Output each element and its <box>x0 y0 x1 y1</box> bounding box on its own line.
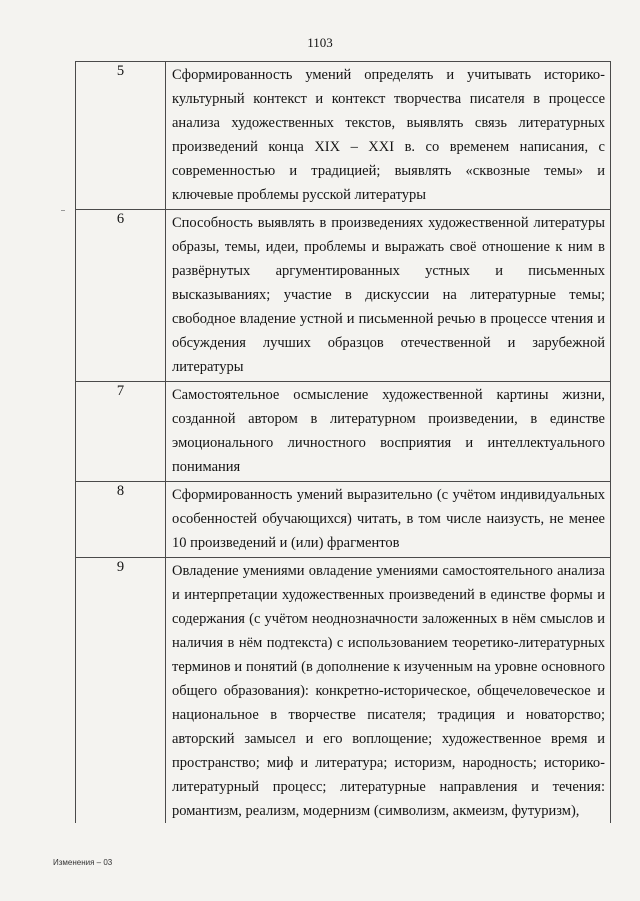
table-row <box>76 382 611 482</box>
row-text: Овладение умениями овладение умениями самостоятельного анализа и интерпретации художественных произведений в единстве формы и содержания (с учётом неоднозначности заложенных в нём смыслов и наличия в нём подтекста) с использованием теоретико-литературных терминов и понятий (в дополнение к изученным на уровне основного общего образования): конкретно-историческое, общечеловеческое и национальное в творчестве писателя; традиция и новаторство; авторский замысел и его воплощение; художественное время и пространство; миф и литература; историзм, народность; историко-литературный процесс; литературные направления и течения: романтизм, реализм, модернизм (символизм, акмеизм, футуризм), <box>166 558 611 824</box>
row-number: 6 <box>76 210 166 382</box>
row-number: 9 <box>76 558 166 824</box>
requirements-table <box>75 61 611 823</box>
table-row <box>76 210 611 382</box>
footer-revision: Изменения – 03 <box>53 858 113 867</box>
row-number: 8 <box>76 482 166 558</box>
table-row <box>76 62 611 210</box>
row-text: Самостоятельное осмысление художественной картины жизни, созданной автором в литературном произведении, в единстве эмоционального личностного восприятия и интеллектуального понимания <box>166 382 611 482</box>
table-row <box>76 558 611 824</box>
row-number: 5 <box>76 62 166 210</box>
row-text: Способность выявлять в произведениях художественной литературы образы, темы, идеи, проблемы и выражать своё отношение к ним в развёрнутых аргументированных устных и письменных высказываниях; участие в дискуссии на литературные темы; свободное владение устной и письменной речью в процессе чтения и обсуждения лучших образцов отечественной и зарубежной литературы <box>166 210 611 382</box>
row-text: Сформированность умений определять и учитывать историко-культурный контекст и контекст творчества писателя в процессе анализа художественных текстов, выявлять связь литературных произведений конца XIX – XXI в. со временем написания, с современностью и традицией; выявлять «сквозные темы» и ключевые проблемы русской литературы <box>166 62 611 210</box>
scan-mark <box>61 210 65 211</box>
table-row <box>76 482 611 558</box>
row-number: 7 <box>76 382 166 482</box>
page-number: 1103 <box>307 35 333 50</box>
row-text: Сформированность умений выразительно (с учётом индивидуальных особенностей обучающихся) читать, в том числе наизусть, не менее 10 произведений и (или) фрагментов <box>166 482 611 558</box>
